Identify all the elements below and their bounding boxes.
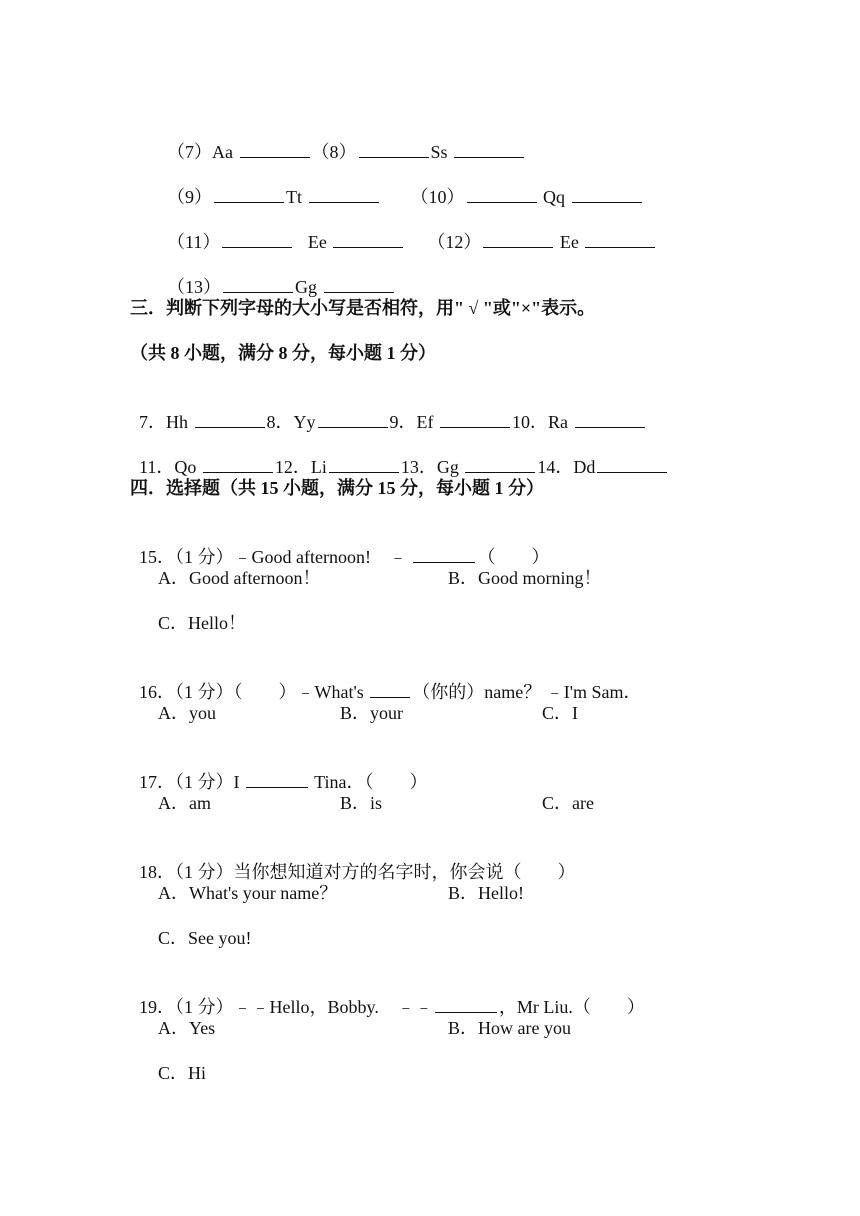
item-text: （7）Aa [167, 142, 238, 162]
question-stem: Tina．（ ） [310, 772, 428, 792]
item-text: （12） [427, 232, 482, 252]
question-16 [130, 656, 641, 704]
item-text: 9．Ef [389, 412, 438, 432]
answer-blank[interactable] [370, 680, 410, 698]
item-text: （13） [167, 277, 221, 297]
letter-line-13 [158, 251, 396, 299]
item-text: （9） [167, 187, 212, 207]
letter-line-9-10 [158, 161, 644, 209]
question-17 [130, 746, 428, 794]
option-b[interactable]: B．Hello! [448, 883, 524, 903]
answer-blank[interactable] [329, 455, 399, 473]
item-text: 7．Hh [139, 412, 193, 432]
option-c[interactable]: C．See you! [158, 928, 252, 948]
item-text: Qq [538, 187, 570, 207]
item-text: Gg [295, 277, 322, 297]
option-c[interactable]: C．Hello！ [158, 613, 246, 633]
answer-blank[interactable] [467, 185, 537, 203]
option-a[interactable]: A．you [158, 703, 216, 723]
answer-blank[interactable] [203, 455, 273, 473]
question-19 [130, 971, 645, 1019]
item-text: Ee [294, 232, 332, 252]
answer-blank[interactable] [585, 230, 655, 248]
question-stem: （你的）name？ ﹣I'm Sam． [412, 682, 642, 702]
answer-blank[interactable] [318, 410, 388, 428]
question-stem: 15．（1 分）﹣Good afternoon! ﹣ [139, 547, 412, 567]
option-b[interactable]: B．your [340, 703, 403, 723]
answer-blank[interactable] [195, 410, 265, 428]
item-text: Tt [286, 187, 307, 207]
answer-blank[interactable] [572, 185, 642, 203]
answer-blank[interactable] [435, 995, 497, 1013]
judge-row-1 [130, 386, 647, 434]
item-text: 11．Qo [139, 457, 201, 477]
item-text: （10） [410, 187, 465, 207]
option-c[interactable]: C．Hi [158, 1063, 207, 1083]
answer-blank[interactable] [309, 185, 379, 203]
item-text: （8） [311, 142, 357, 162]
option-b[interactable]: B．is [340, 793, 383, 813]
letter-line-11-12 [158, 206, 657, 254]
option-c[interactable]: C．are [542, 793, 594, 813]
answer-blank[interactable] [240, 140, 310, 158]
answer-blank[interactable] [575, 410, 645, 428]
judge-row-2 [130, 431, 669, 479]
item-text: Ss [430, 142, 453, 162]
option-c[interactable]: C．I [542, 703, 578, 723]
answer-blank[interactable] [440, 410, 510, 428]
answer-blank[interactable] [483, 230, 553, 248]
item-text: 10．Ra [512, 412, 573, 432]
answer-blank[interactable] [246, 770, 308, 788]
letter-line-7-8 [158, 116, 526, 164]
question-stem: 17．（1 分）I [139, 772, 244, 792]
option-b[interactable]: B．How are you [448, 1018, 571, 1038]
item-text: Ee [555, 232, 584, 252]
answer-blank[interactable] [597, 455, 667, 473]
option-a[interactable]: A．Good afternoon！ [158, 568, 321, 588]
answer-blank[interactable] [454, 140, 524, 158]
question-stem: 16．（1 分）（ ）﹣What's [139, 682, 369, 702]
question-stem: ，Mr Liu.（ ） [498, 997, 645, 1017]
item-text: 14．Dd [537, 457, 596, 477]
question-stem: （ ） [477, 547, 550, 567]
option-b[interactable]: B．Good morning！ [448, 568, 602, 588]
question-18 [130, 836, 576, 884]
answer-blank[interactable] [223, 275, 293, 293]
answer-blank[interactable] [222, 230, 292, 248]
answer-blank[interactable] [465, 455, 535, 473]
option-a[interactable]: A．am [158, 793, 211, 813]
answer-blank[interactable] [413, 545, 475, 563]
section-3-title: 三．判断下列字母的大小写是否相符，用" √ "或"×"表示。 [130, 298, 596, 318]
item-text: 13．Gg [400, 457, 464, 477]
question-stem: 18．（1 分）当你想知道对方的名字时，你会说（ ） [139, 862, 576, 882]
question-15 [130, 521, 549, 569]
item-text: （11） [167, 232, 221, 252]
answer-blank[interactable] [214, 185, 284, 203]
section-4-title: 四．选择题（共 15 小题，满分 15 分，每小题 1 分） [130, 478, 544, 498]
item-text: 8．Yy [266, 412, 316, 432]
option-a[interactable]: A．Yes [158, 1018, 216, 1038]
answer-blank[interactable] [359, 140, 429, 158]
section-3-subtitle: （共 8 小题，满分 8 分，每小题 1 分） [130, 343, 436, 363]
answer-blank[interactable] [324, 275, 394, 293]
item-text: 12．Li [274, 457, 327, 477]
option-a[interactable]: A．What's your name？ [158, 883, 338, 903]
answer-blank[interactable] [333, 230, 403, 248]
question-stem: 19．（1 分）﹣﹣Hello，Bobby. ﹣﹣ [139, 997, 433, 1017]
